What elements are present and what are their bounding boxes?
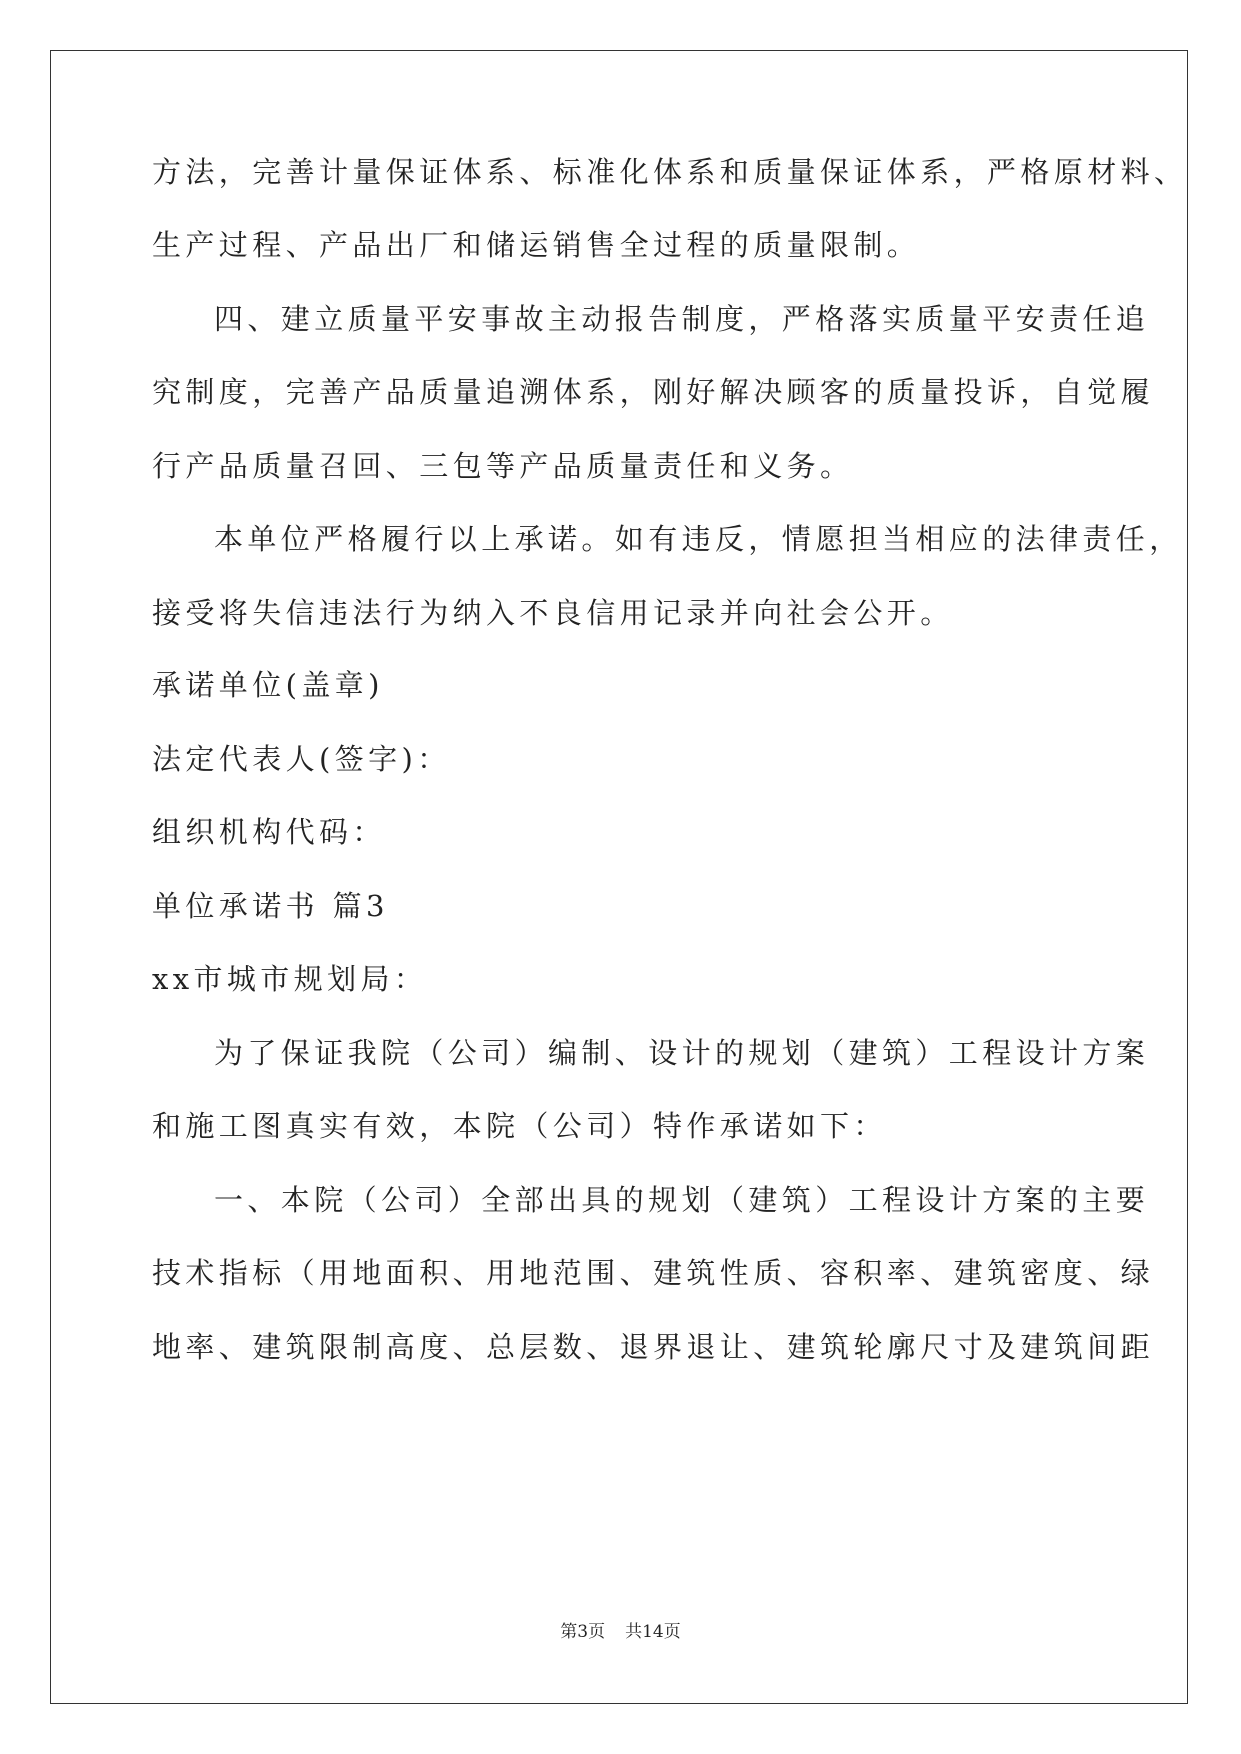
addressee: xx市城市规划局： (152, 962, 428, 996)
legal-representative-label: 法定代表人(签字)： (152, 742, 451, 776)
paragraph-line: 方法，完善计量保证体系、标准化体系和质量保证体系，严格原材料、 (152, 155, 1188, 189)
paragraph-line: 和施工图真实有效，本院（公司）特作承诺如下： (152, 1109, 887, 1143)
page-total: 共14页 (625, 1622, 681, 1642)
page-footer (0, 1620, 1241, 1644)
paragraph-line: 一、本院（公司）全部出具的规划（建筑）工程设计方案的主要 (214, 1183, 1150, 1217)
section-heading: 单位承诺书 篇3 (152, 889, 389, 923)
paragraph-line: 接受将失信违法行为纳入不良信用记录并向社会公开。 (152, 596, 954, 630)
paragraph-line: 地率、建筑限制高度、总层数、退界退让、建筑轮廓尺寸及建筑间距 (152, 1330, 1155, 1364)
paragraph-line: 为了保证我院（公司）编制、设计的规划（建筑）工程设计方案 (214, 1036, 1150, 1070)
paragraph-line: 本单位严格履行以上承诺。如有违反，情愿担当相应的法律责任， (214, 522, 1183, 556)
paragraph-line: 生产过程、产品出厂和储运销售全过程的质量限制。 (152, 228, 921, 262)
signature-unit-label: 承诺单位(盖章) (152, 668, 384, 702)
paragraph-line: 技术指标（用地面积、用地范围、建筑性质、容积率、建筑密度、绿 (152, 1256, 1155, 1290)
page-number: 第3页 (560, 1622, 606, 1642)
organization-code-label: 组织机构代码： (152, 815, 386, 849)
paragraph-line: 究制度，完善产品质量追溯体系，刚好解决顾客的质量投诉，自觉履 (152, 375, 1155, 409)
paragraph-line: 行产品质量召回、三包等产品质量责任和义务。 (152, 449, 854, 483)
paragraph-line: 四、建立质量平安事故主动报告制度，严格落实质量平安责任追 (214, 302, 1150, 336)
